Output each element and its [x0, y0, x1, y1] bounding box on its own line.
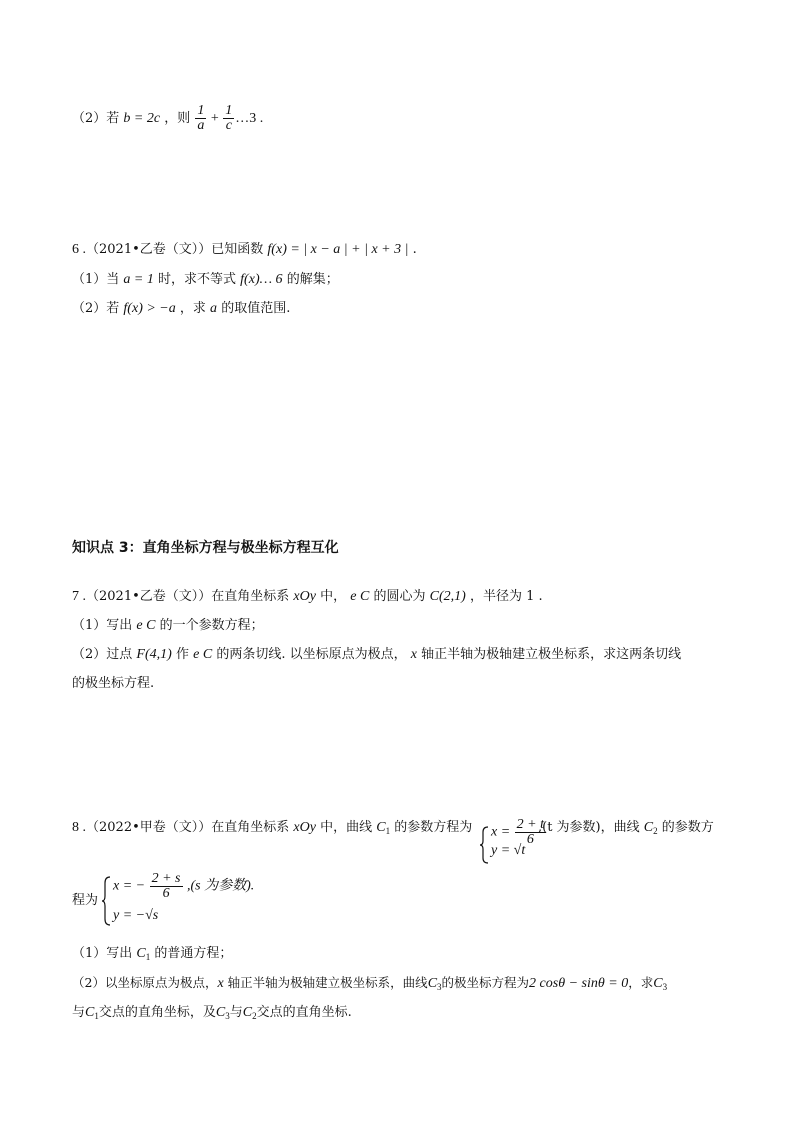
- q7-stem-text: 的圆心为: [373, 589, 426, 604]
- question-number: 7 .: [72, 589, 86, 604]
- q6-p1-condition: a = 1: [123, 272, 154, 287]
- sys2-y-equation: y = −√s: [113, 908, 159, 923]
- q8-stem-text: 在直角坐标系: [211, 820, 290, 835]
- curve-letter: C: [653, 976, 663, 991]
- q7-circle-symbol: e C: [136, 618, 156, 633]
- q6-function: f(x) = | x − a | + | x + 3 |: [267, 242, 409, 257]
- q8-p2-text: （2）以坐标原点为极点，: [72, 975, 218, 990]
- q6-stem-end: .: [408, 242, 417, 257]
- curve-letter: C: [215, 1005, 226, 1020]
- q6-p2-inequality: f(x) > −a: [123, 301, 176, 316]
- q8-p2-text: 的极坐标方程为: [441, 975, 530, 990]
- q7-stem-text: 中，: [320, 589, 347, 604]
- frac-numerator: 2 + s: [151, 871, 181, 886]
- q8-last-text: 与: [229, 1005, 243, 1020]
- q8-last-text: 交点的直角坐标.: [256, 1005, 352, 1020]
- curve-subscript: 1: [145, 952, 151, 962]
- q8-last-text: 交点的直角坐标，及: [98, 1005, 216, 1020]
- q7-p2-prefix: （2）过点: [72, 647, 133, 662]
- q8-p2-text: ，求: [628, 975, 654, 990]
- q6-p2-text: ，求: [179, 301, 206, 316]
- q8-line2-prefix: 程为: [72, 893, 99, 908]
- frac-numerator: 2 + t: [516, 817, 545, 832]
- curve-subscript: 2: [252, 1011, 257, 1021]
- sys2-x-lhs: x = −: [113, 878, 146, 894]
- frac-denominator: a: [197, 118, 205, 133]
- q5-part2-tail: …3 .: [235, 111, 264, 126]
- q7-p1-end: 的一个参数方程；: [159, 618, 264, 633]
- question-number: 8 .: [72, 820, 86, 835]
- q8-part1: [72, 944, 232, 967]
- q8-part2: [72, 973, 667, 997]
- q6-p1-inequality: f(x)… 6: [240, 272, 283, 287]
- q7-part1: [72, 616, 264, 636]
- q7-stem-text: ，半径为 1 .: [469, 589, 543, 604]
- q8-p1-curve: [136, 946, 150, 961]
- curve-letter: C: [643, 820, 654, 835]
- q6-p2-variable: a: [210, 301, 218, 316]
- sys2-x-row: [113, 872, 254, 901]
- curve-letter: C: [242, 1005, 253, 1020]
- q8-last-curve-c3: [216, 1005, 230, 1020]
- q8-stem-text: 曲线: [613, 820, 640, 835]
- plus-sign: +: [207, 111, 223, 126]
- q6-p1-prefix: （1）当: [72, 272, 120, 287]
- q7-stem-text: 在直角坐标系: [211, 589, 290, 604]
- curve-subscript: 3: [225, 1011, 230, 1021]
- q7-part2: [72, 645, 681, 665]
- q8-stem-text: 中，曲线: [320, 820, 373, 835]
- q8-part2-cont: [72, 1003, 352, 1026]
- q6-p1-end: 的解集；: [286, 272, 339, 287]
- curve-letter: C: [427, 976, 438, 991]
- q8-last-curve-c1: [85, 1005, 99, 1020]
- q7-part2-cont: 的极坐标方程.: [72, 676, 155, 691]
- question-source: （2021•乙卷（文））: [86, 589, 212, 604]
- q7-point-f: F(4,1): [136, 647, 172, 662]
- q8-polar-equation: 2 cosθ − sinθ = 0: [529, 976, 629, 991]
- question-source: （2021•乙卷（文））: [86, 242, 212, 257]
- q5-part2-then: ，则: [164, 111, 191, 126]
- q7-x-axis: x: [410, 647, 417, 662]
- curve-letter: C: [376, 820, 386, 835]
- question-number: 6 .: [72, 242, 86, 257]
- q6-p2-prefix: （2）若: [72, 301, 120, 316]
- curve-subscript: 1: [385, 826, 391, 836]
- curve-letter: C: [136, 946, 146, 961]
- sys1-x-lhs: x =: [491, 824, 511, 840]
- frac-numerator: 1: [225, 103, 233, 118]
- curve-letter: C: [85, 1005, 95, 1020]
- q8-stem-tail: [538, 818, 714, 841]
- q8-stem-text: 的参数方: [661, 820, 714, 835]
- frac-denominator: 6: [162, 886, 170, 901]
- q7-coordinate-system: xOy: [293, 589, 316, 604]
- q8-p1-end: 的普通方程；: [154, 946, 233, 961]
- q8-p2-curve-c3: [428, 976, 442, 991]
- q6-part2: [72, 299, 290, 319]
- curve-subscript: 1: [94, 1011, 99, 1021]
- question-source: （2022•甲卷（文））: [86, 820, 212, 835]
- section-heading: 知识点 3：直角坐标方程与极坐标方程互化: [72, 540, 339, 556]
- q5-part2-prefix: （2）若: [72, 111, 120, 126]
- q6-part1: [72, 270, 339, 290]
- q7-stem: [72, 587, 543, 607]
- q8-curve-c2: [644, 820, 658, 835]
- q8-stem: [72, 818, 472, 841]
- brace-icon: [480, 826, 490, 864]
- sys2-x-fraction: [150, 872, 183, 901]
- q8-last-text: 与: [72, 1005, 86, 1020]
- q8-x-axis: x: [217, 976, 224, 991]
- q7-p2-text: 的两条切线. 以坐标原点为极点，: [216, 647, 407, 662]
- q7-p2-text: 轴正半轴为极轴建立极坐标系，求这两条切线: [421, 647, 682, 662]
- q7-circle-center: C(2,1): [429, 589, 466, 604]
- q7-p2-text: 作: [175, 647, 189, 662]
- q8-param-system-2: [102, 871, 262, 926]
- q6-stem-text: 已知函数: [211, 242, 264, 257]
- q8-last-curve-c2: [243, 1005, 257, 1020]
- q6-p1-text: 时，求不等式: [158, 272, 237, 287]
- q5-frac-1-over-c: [223, 104, 234, 133]
- sys1-y-equation: y = √t: [491, 843, 526, 858]
- sys1-param-note: ,(t 为参数)，: [538, 820, 614, 835]
- q6-p2-end: 的取值范围.: [221, 301, 291, 316]
- sys2-y-row: [113, 908, 158, 924]
- q6-stem: [72, 240, 417, 260]
- frac-denominator: c: [225, 118, 232, 133]
- q7-circle-symbol: e C: [193, 647, 213, 662]
- q8-curve-c1: [376, 820, 390, 835]
- curve-subscript: 3: [437, 982, 442, 992]
- q8-coordinate-system: xOy: [293, 820, 316, 835]
- q5-part2: [72, 104, 263, 133]
- q7-circle-symbol: e C: [350, 589, 370, 604]
- sys1-y-row: [491, 843, 525, 859]
- curve-subscript: 2: [653, 826, 658, 836]
- q8-p2-curve-c3b: [653, 976, 667, 991]
- q7-p1-prefix: （1）写出: [72, 618, 133, 633]
- brace-icon: [102, 876, 112, 926]
- frac-numerator: 1: [197, 103, 205, 118]
- q5-part2-condition: b = 2c: [123, 111, 161, 126]
- q8-p2-text: 轴正半轴为极轴建立极坐标系，曲线: [227, 975, 428, 990]
- sys2-param-note: ,(s 为参数).: [187, 878, 255, 894]
- q8-stem-text: 的参数方程为: [394, 820, 473, 835]
- q8-p1-prefix: （1）写出: [72, 946, 133, 961]
- frac-denominator: 6: [526, 832, 534, 847]
- q5-frac-1-over-a: [195, 104, 206, 133]
- curve-subscript: 3: [662, 982, 668, 992]
